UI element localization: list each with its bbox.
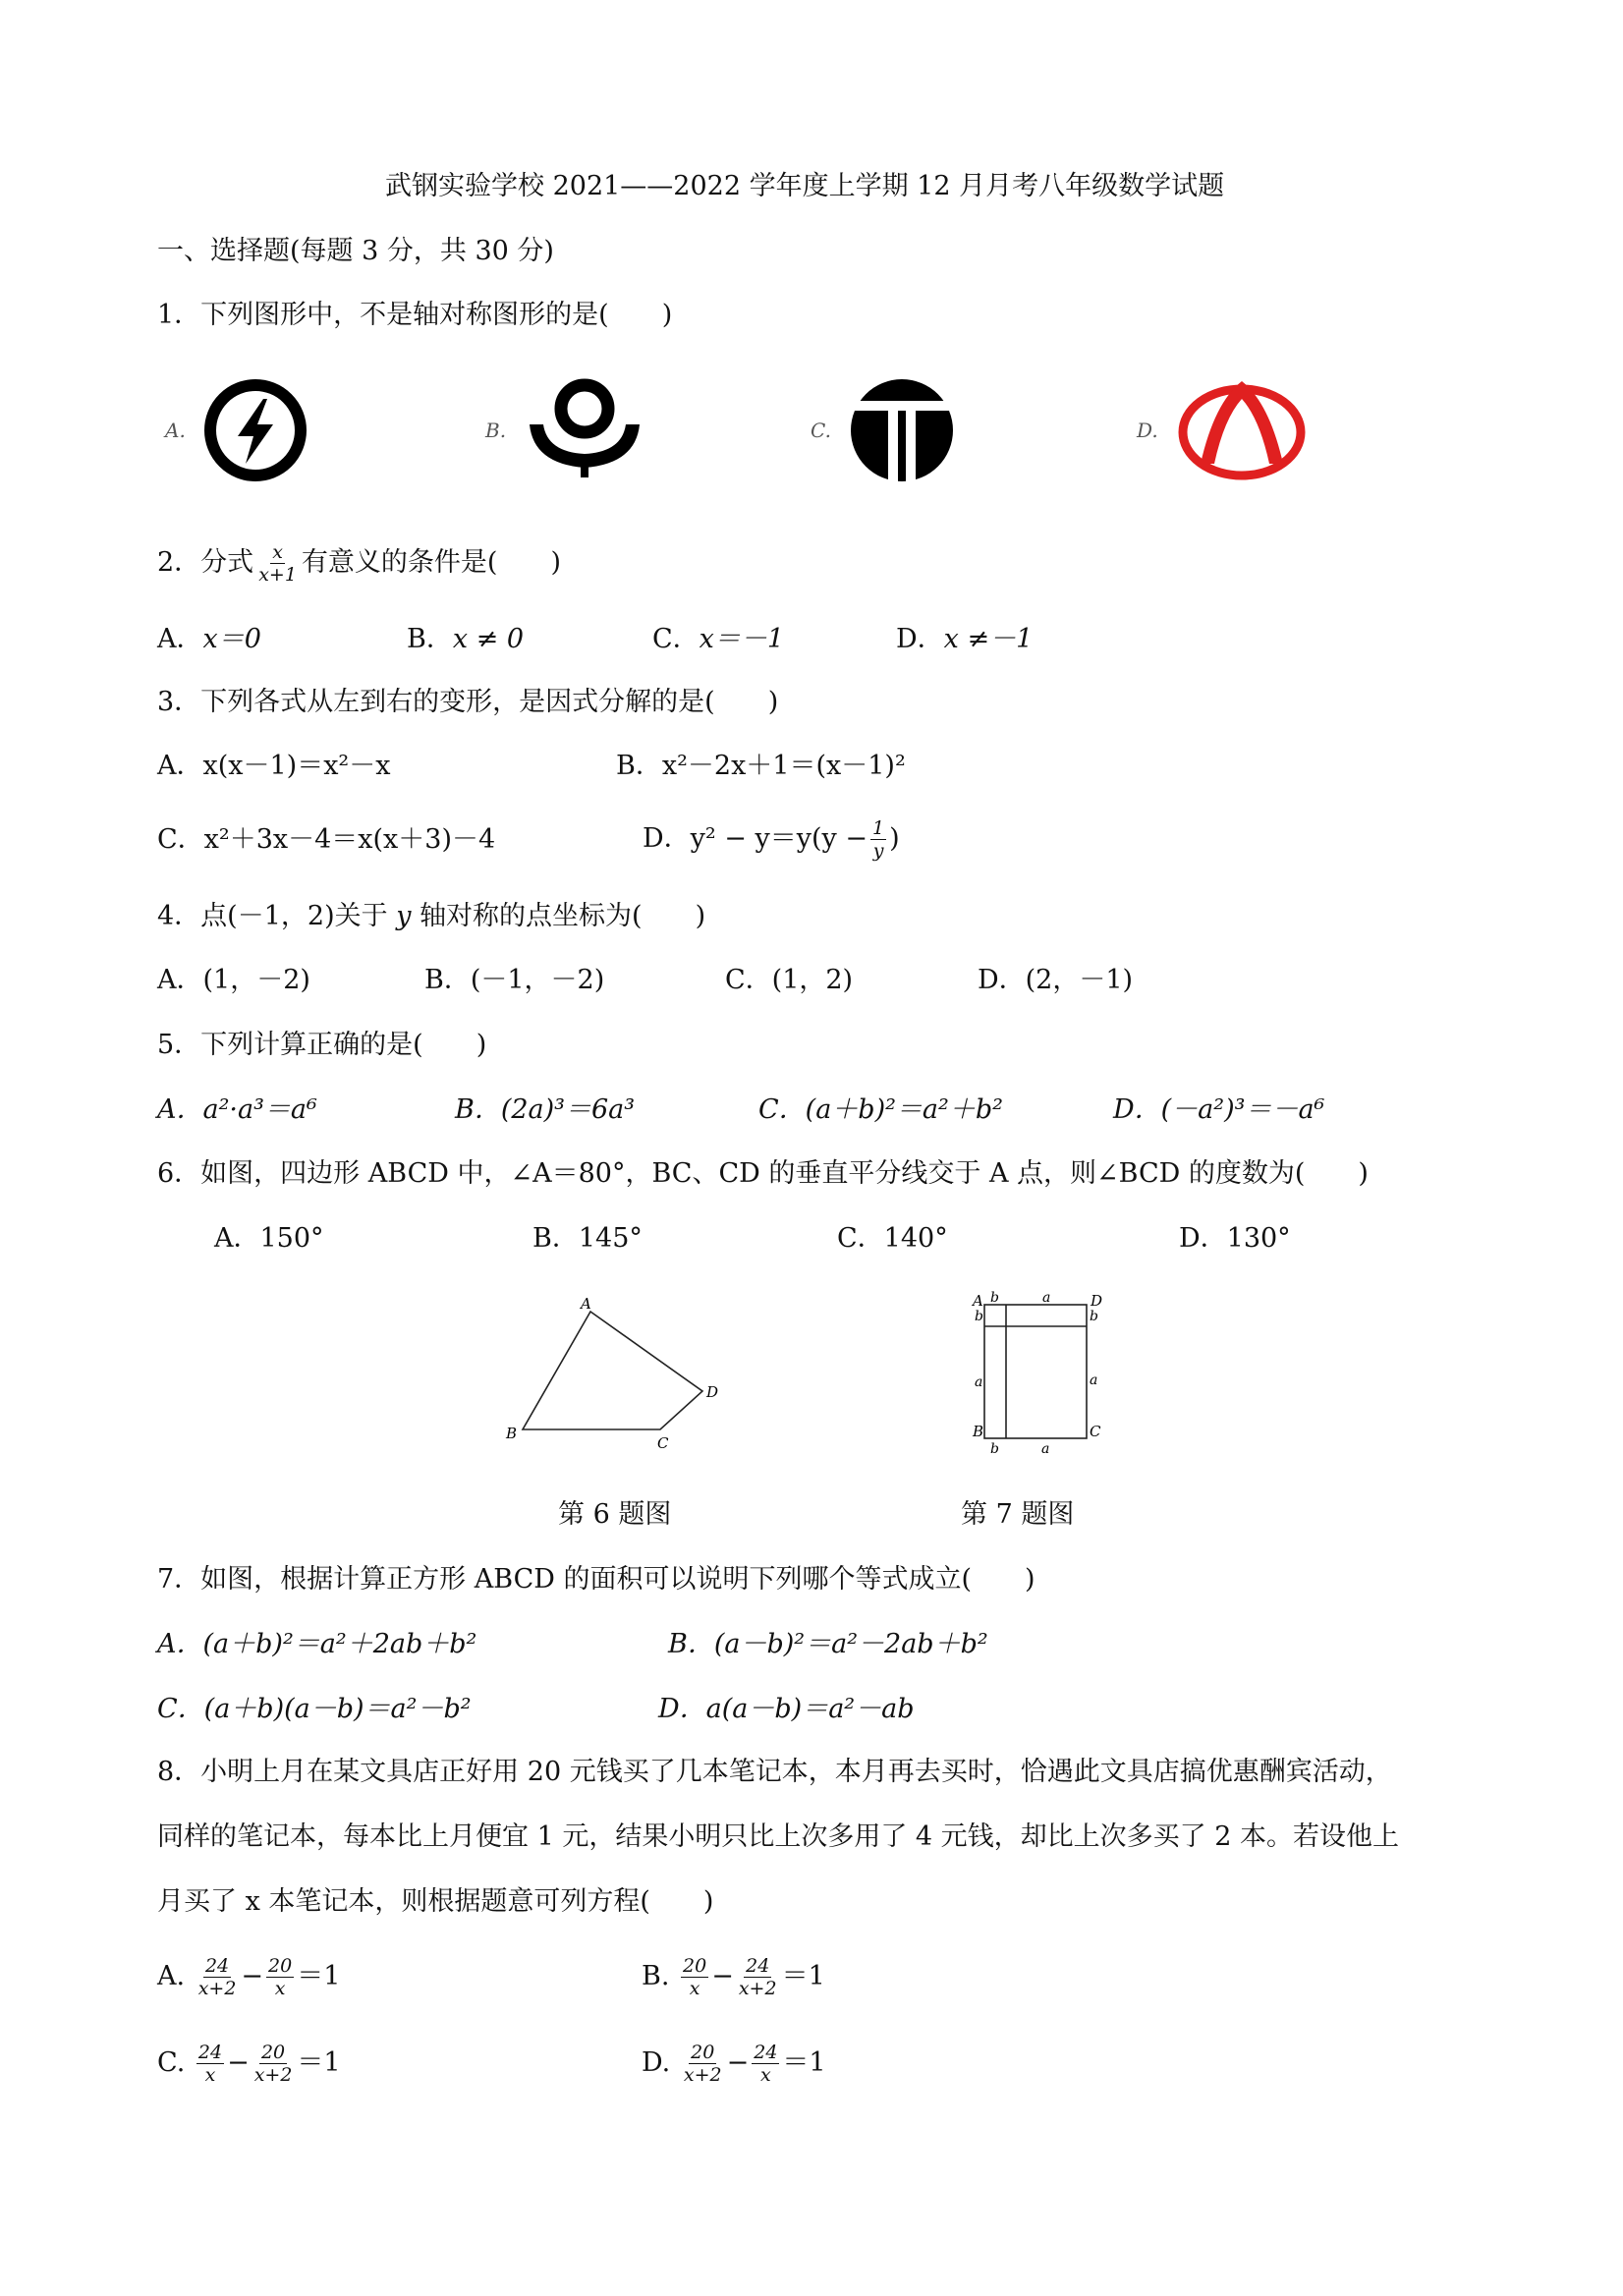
q2-option-a	[157, 622, 261, 657]
q2-stem	[157, 541, 561, 586]
q4-stem	[157, 899, 705, 934]
q7-option-d: D．a(a－b)＝a²－ab	[658, 1694, 915, 1724]
q5-stem: 5．下列计算正确的是( )	[157, 1030, 487, 1060]
q2-a-text: x＝0	[202, 624, 261, 654]
q6-option-d: D．130°	[1179, 1223, 1291, 1254]
q4-option-c: C．(1，2)	[725, 965, 854, 995]
q8-line-3: 月买了 x 本笔记本，则根据题意可列方程( )	[157, 1886, 714, 1917]
q8-b-d1: x	[689, 1978, 700, 1999]
q7-right-b: b	[1090, 1309, 1098, 1324]
q8-b-n1: 20	[683, 1955, 707, 1977]
q6-label-b: B	[506, 1425, 518, 1442]
q8-c-d2: x+2	[253, 2064, 293, 2086]
q2-stem-post: 有意义的条件是( )	[301, 547, 561, 578]
q7-label-c-vertex: C	[1090, 1423, 1101, 1440]
q8-option-b	[642, 1955, 825, 1999]
q1-option-c-label: C.	[811, 419, 831, 442]
section-heading: 一、选择题(每题 3 分，共 30 分)	[157, 236, 554, 266]
lightning-logo-icon	[202, 377, 308, 483]
q8-d-rhs: ＝1	[782, 2047, 826, 2078]
q2-frac-num: x	[272, 541, 283, 563]
q8-b-frac-2	[737, 1955, 779, 1999]
q2-c-label: C．	[652, 624, 700, 654]
q3-option-d	[643, 817, 900, 862]
q8-d-frac-2	[752, 2042, 779, 2086]
q1-option-a-label: A.	[165, 419, 186, 442]
q8-b-rhs: ＝1	[781, 1961, 825, 1991]
q8-a-d2: x	[274, 1978, 286, 1999]
q1-option-b-label: B.	[485, 419, 507, 442]
q8-option-d	[642, 2042, 826, 2086]
q6-stem: 6．如图，四边形 ABCD 中，∠A＝80°，BC、CD 的垂直平分线交于 A 点，则∠BCD 的度数为( )	[157, 1158, 1369, 1189]
q7-stem: 7．如图，根据计算正方形 ABCD 的面积可以说明下列哪个等式成立( )	[157, 1564, 1035, 1595]
q3-d-fraction	[870, 817, 886, 862]
q8-a-frac-2	[266, 1955, 294, 1999]
q2-fraction	[256, 541, 299, 586]
q8-b-n2: 24	[746, 1955, 770, 1977]
q8-c-frac-1	[196, 2042, 224, 2086]
q3-option-b: B．x²－2x＋1＝(x－1)²	[616, 751, 906, 781]
q8-a-frac-1	[196, 1955, 239, 1999]
q7-option-a: A．(a＋b)²＝a²＋2ab＋b²	[157, 1629, 477, 1659]
split-circle-logo-icon	[847, 375, 957, 485]
q2-option-b	[407, 622, 524, 657]
q3-stem: 3．下列各式从左到右的变形，是因式分解的是( )	[157, 687, 779, 717]
q2-c-text: x＝－1	[699, 624, 785, 654]
q8-b-d2: x+2	[738, 1978, 777, 1999]
q2-d-label: D．	[896, 624, 944, 654]
q8-c-rhs: ＝1	[297, 2047, 341, 2078]
q3-d-pre: D．y² − y＝y(y −	[643, 823, 868, 854]
q8-d-label: D.	[642, 2047, 671, 2078]
q6-figure-caption: 第 6 题图	[558, 1499, 672, 1530]
q6-quadrilateral-figure	[496, 1295, 732, 1452]
q8-c-label: C.	[157, 2047, 186, 2078]
q2-b-text: x ≠ 0	[452, 624, 525, 654]
q3-d-num: 1	[872, 817, 885, 839]
q7-left-b: b	[975, 1309, 983, 1324]
q6-option-c: C．140°	[837, 1223, 948, 1254]
q8-d-n1: 20	[691, 2042, 715, 2063]
q8-d-n2: 24	[754, 2042, 778, 2063]
q7-option-c: C．(a＋b)(a－b)＝a²－b²	[157, 1694, 472, 1724]
q8-b-label: B.	[642, 1961, 670, 1991]
q5-option-b: B．(2a)³＝6a³	[455, 1094, 636, 1125]
q1-stem: 1．下列图形中，不是轴对称图形的是( )	[157, 300, 673, 330]
q3-option-c: C．x²＋3x－4＝x(x＋3)－4	[157, 824, 496, 855]
q8-line-2: 同样的笔记本，每本比上月便宜 1 元，结果小明只比上次多用了 4 元钱，却比上次多买了 2 本。若设他上	[157, 1821, 1400, 1852]
q8-d-minus: −	[726, 2047, 750, 2078]
q8-option-a	[157, 1955, 340, 1999]
page-title: 武钢实验学校 2021——2022 学年度上学期 12 月月考八年级数学试题	[385, 171, 1225, 201]
q2-a-label: A．	[157, 624, 203, 654]
q3-option-a: A．x(x－1)＝x²－x	[157, 751, 391, 781]
q8-c-d1: x	[204, 2064, 216, 2086]
q4-stem-pre: 4．点(－1，2)关于	[157, 901, 388, 931]
q7-label-b-vertex: B	[973, 1423, 984, 1440]
q4-option-d: D．(2，－1)	[978, 965, 1134, 995]
q7-option-b: B．(a－b)²＝a²－2ab＋b²	[668, 1629, 988, 1659]
q8-c-frac-2	[252, 2042, 295, 2086]
q2-d-text: x ≠－1	[943, 624, 1034, 654]
q6-option-a: A．150°	[214, 1223, 324, 1254]
q8-a-minus: −	[241, 1961, 264, 1991]
q5-option-c: C．(a＋b)²＝a²＋b²	[758, 1094, 1003, 1125]
q2-stem-pre: 2．分式	[157, 547, 254, 578]
q3-d-post: )	[889, 823, 900, 854]
q8-c-n1: 24	[197, 2042, 223, 2063]
q8-a-rhs: ＝1	[297, 1961, 341, 1991]
q7-top-b: b	[990, 1290, 999, 1306]
q3-d-den: y	[872, 840, 884, 862]
q8-option-c	[157, 2042, 341, 2086]
q8-c-n2: 20	[260, 2042, 286, 2063]
q7-left-a: a	[975, 1374, 983, 1390]
q4-stem-var: y	[396, 901, 412, 931]
q7-top-a: a	[1042, 1290, 1051, 1306]
q8-a-n1: 24	[204, 1955, 230, 1977]
q8-a-label: A.	[157, 1961, 186, 1991]
q8-line-1: 8．小明上月在某文具店正好用 20 元钱买了几本笔记本，本月再去买时，恰遇此文具店搞优惠酬宾活动，	[157, 1757, 1392, 1787]
q7-figure-caption: 第 7 题图	[961, 1499, 1075, 1530]
q7-bottom-b: b	[990, 1441, 999, 1454]
q5-option-d: D．(－a²)³＝－a⁶	[1113, 1094, 1325, 1125]
q4-option-b: B．(－1，－2)	[424, 965, 605, 995]
q8-b-frac-1	[681, 1955, 708, 1999]
q6-label-d: D	[706, 1383, 719, 1401]
q8-c-minus: −	[227, 2047, 250, 2078]
q4-option-a: A．(1，－2)	[157, 965, 310, 995]
q2-option-c	[652, 622, 784, 657]
q8-d-d1: x+2	[683, 2064, 722, 2086]
q8-a-n2: 20	[268, 1955, 293, 1977]
q6-option-b: B．145°	[532, 1223, 643, 1254]
q8-a-d1: x+2	[197, 1978, 237, 1999]
q8-d-frac-1	[682, 2042, 724, 2086]
q8-d-d2: x	[759, 2064, 771, 2086]
ring-bowl-logo-icon	[526, 373, 644, 481]
q2-b-label: B．	[407, 624, 453, 654]
q7-label-a-vertex: A	[973, 1292, 983, 1310]
q8-b-minus: −	[711, 1961, 734, 1991]
q7-bottom-a: a	[1041, 1441, 1050, 1454]
q7-right-a: a	[1090, 1372, 1098, 1388]
q2-frac-den: x+1	[258, 564, 297, 586]
q4-stem-post: 轴对称的点坐标为( )	[420, 901, 706, 931]
q6-label-c: C	[657, 1434, 669, 1452]
red-arch-logo-icon	[1175, 373, 1309, 483]
q2-option-d	[896, 622, 1033, 657]
q5-option-a: A．a²·a³＝a⁶	[157, 1094, 317, 1125]
q7-square-figure	[963, 1287, 1130, 1454]
q1-option-d-label: D.	[1137, 419, 1158, 442]
q7-label-d-vertex: D	[1091, 1292, 1103, 1310]
q6-label-a: A	[581, 1295, 591, 1313]
